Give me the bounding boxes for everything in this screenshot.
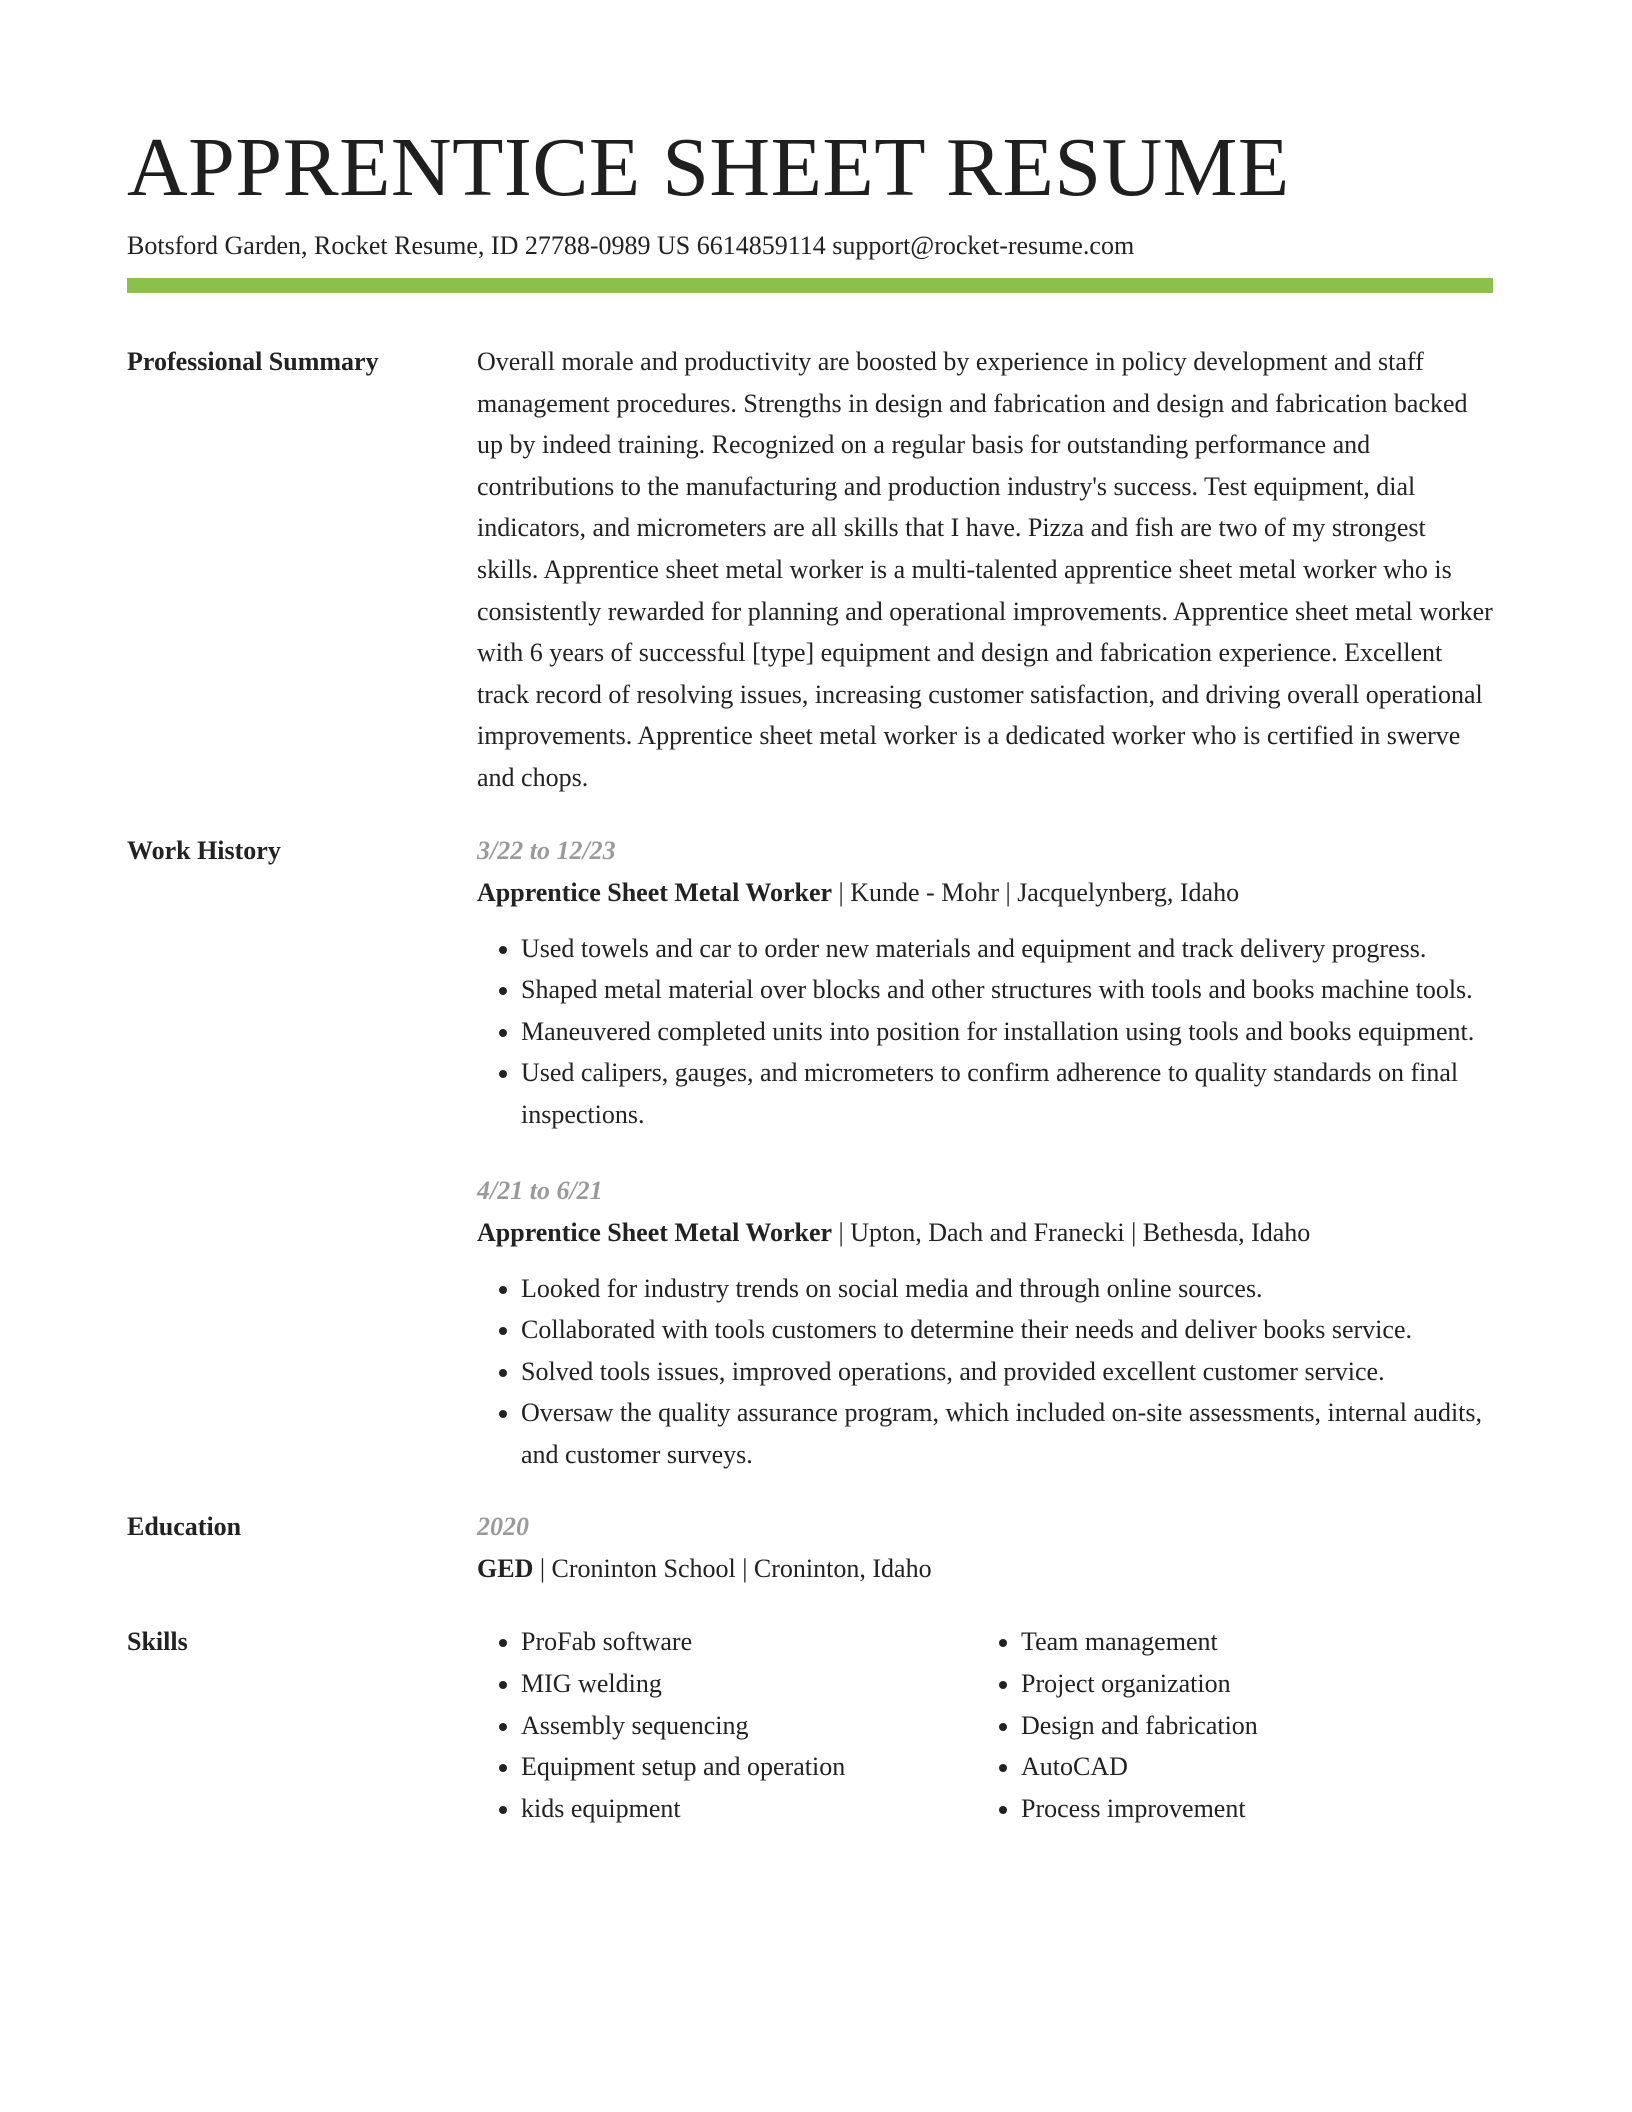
job-details: | Upton, Dach and Franecki | Bethesda, Idaho <box>832 1217 1311 1247</box>
skill-item: • kids equipment <box>521 1788 977 1830</box>
resume-page <box>127 118 1493 1829</box>
skill-item: • Design and fabrication <box>1021 1705 1477 1747</box>
skill-item: • Assembly sequencing <box>521 1705 977 1747</box>
skills-list-right <box>977 1621 1477 1829</box>
job-bullet: • Collaborated with tools customers to determine their needs and deliver books service. <box>521 1309 1493 1351</box>
skills-list-left <box>477 1621 977 1829</box>
work-history-heading: Work History <box>127 835 281 865</box>
job-bullet: • Shaped metal material over blocks and other structures with tools and books machine tools. <box>521 969 1493 1011</box>
education-year: 2020 <box>477 1512 529 1542</box>
job-bullets <box>477 928 1493 1136</box>
job-entry <box>477 830 1493 1136</box>
job-role: Apprentice Sheet Metal Worker <box>477 877 833 907</box>
accent-divider <box>127 278 1493 293</box>
skill-item: • ProFab software <box>521 1621 977 1663</box>
skill-item: • Team management <box>1021 1621 1477 1663</box>
contact-info: Botsford Garden, Rocket Resume, ID 27788-0989 US 6614859114 support@rocket-resume.com <box>127 231 1135 260</box>
job-bullet: • Solved tools issues, improved operations, and provided excellent customer service. <box>521 1351 1493 1393</box>
job-dates: 3/22 to 12/23 <box>477 835 616 865</box>
skill-item: • Equipment setup and operation <box>521 1746 977 1788</box>
skills-section <box>127 1621 1493 1829</box>
education-section <box>127 1506 1493 1590</box>
skill-item: • AutoCAD <box>1021 1746 1477 1788</box>
skills-heading: Skills <box>127 1627 188 1657</box>
education-heading: Education <box>127 1512 242 1542</box>
job-bullet: • Oversaw the quality assurance program, which included on-site assessments, internal audits, and customer surveys. <box>521 1392 1493 1475</box>
summary-text: Overall morale and productivity are boosted by experience in policy development and staff management procedures. Strengths in design and fabrication and design and fabrication backed up by indeed training. Recognized on a regular basis for outstanding performance and contributions to the manufacturing and production industry's success. Test equipment, dial indicators, and micrometers are all skills that I have. Pizza and fish are two of my strongest skills. Apprentice sheet metal worker is a multi-talented apprentice sheet metal worker who is consistently rewarded for planning and operational improvements. Apprentice sheet metal worker with 6 years of successful [type] equipment and design and fabrication experience. Excellent track record of resolving issues, increasing customer satisfaction, and driving overall operational improvements. Apprentice sheet metal worker is a dedicated worker who is certified in swerve and chops. <box>477 347 1493 792</box>
skill-item: • Process improvement <box>1021 1788 1477 1830</box>
job-title-line <box>477 1212 1493 1254</box>
job-details: | Kunde - Mohr | Jacquelynberg, Idaho <box>832 877 1240 907</box>
education-degree: GED <box>477 1554 534 1584</box>
skills-grid <box>477 1621 1493 1829</box>
education-details: | Croninton School | Croninton, Idaho <box>533 1554 932 1584</box>
summary-section <box>127 341 1493 799</box>
job-dates: 4/21 to 6/21 <box>477 1175 603 1205</box>
work-history-section <box>127 830 1493 1476</box>
job-bullet: • Looked for industry trends on social media and through online sources. <box>521 1268 1493 1310</box>
job-bullet: • Used calipers, gauges, and micrometers to confirm adherence to quality standards on final inspections. <box>521 1052 1493 1135</box>
job-bullets <box>477 1268 1493 1476</box>
job-entry <box>477 1170 1493 1476</box>
resume-title: APPRENTICE SHEET RESUME <box>127 121 1290 214</box>
job-role: Apprentice Sheet Metal Worker <box>477 1217 833 1247</box>
job-bullet: • Used towels and car to order new materials and equipment and track delivery progress. <box>521 928 1493 970</box>
education-line <box>477 1548 1493 1590</box>
job-bullet: • Maneuvered completed units into position for installation using tools and books equipment. <box>521 1011 1493 1053</box>
summary-heading: Professional Summary <box>127 347 379 376</box>
skill-item: • MIG welding <box>521 1663 977 1705</box>
skill-item: • Project organization <box>1021 1663 1477 1705</box>
job-title-line <box>477 872 1493 914</box>
